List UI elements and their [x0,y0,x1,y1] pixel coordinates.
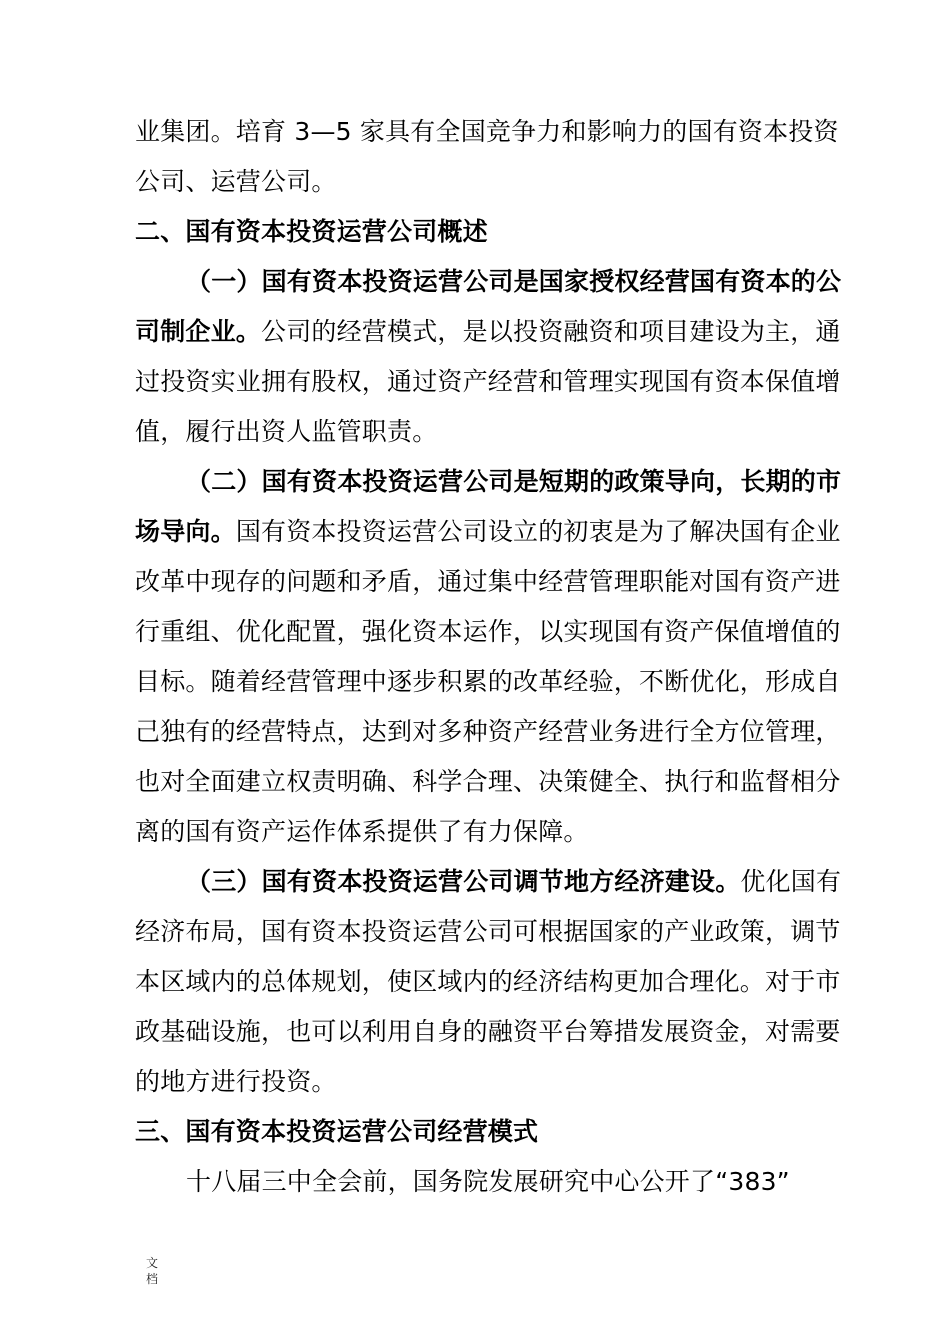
p1-line-4: 值，履行出资人监管职责。 [135,417,438,446]
p2-line-8: 离的国有资产运作体系提供了有力保障。 [135,817,589,846]
p2-lead-line-2: 场导向。 [135,517,236,546]
p2-line-2-text: 国有资本投资运营公司设立的初衷是为了解决国有企业 [235,517,841,546]
p2-line-4: 行重组、优化配置，强化资本运作，以实现国有资产保值增值的 [135,617,841,646]
p3-line-5: 的地方进行投资。 [135,1067,337,1096]
p2-lead-line-1: （二）国有资本投资运营公司是短期的政策导向，长期的市 [186,467,842,496]
section-3-line-1: 十八届三中全会前，国务院发展研究中心公开了“383” [186,1167,790,1196]
p3-line-3: 本区域内的总体规划，使区域内的经济结构更加合理化。对于市 [135,967,841,996]
section-2-heading: 二、国有资本投资运营公司概述 [135,217,488,246]
p1-line-2-text: 公司的经营模式，是以投资融资和项目建设为主，通 [261,317,841,346]
footer-char-2: 档 [146,1272,159,1286]
p2-line-5: 目标。随着经营管理中逐步积累的改革经验，不断优化，形成自 [135,667,841,696]
p1-line-2 [135,315,841,349]
footer-char-1: 文 [146,1256,159,1270]
p3-line-2: 经济布局，国有资本投资运营公司可根据国家的产业政策，调节 [135,917,841,946]
p1-lead-line-1: （一）国有资本投资运营公司是国家授权经营国有资本的公 [186,267,842,296]
p2-line-2 [135,515,841,549]
p2-line-6: 己独有的经营特点，达到对多种资产经营业务进行全方位管理， [135,717,841,746]
section-3-heading: 三、国有资本投资运营公司经营模式 [135,1117,539,1146]
p2-line-7: 也对全面建立权责明确、科学合理、决策健全、执行和监督相分 [135,767,841,796]
p3-line-1 [186,865,841,899]
intro-line-1: 业集团。培育 3—5 家具有全国竞争力和影响力的国有资本投资 [135,117,839,146]
p2-line-3: 改革中现存的问题和矛盾，通过集中经营管理职能对国有资产进 [135,567,841,596]
p1-lead-line-2: 司制企业。 [135,317,262,346]
p3-lead: （三）国有资本投资运营公司调节地方经济建设。 [186,867,741,896]
p3-line-1-text: 优化国有 [740,867,842,896]
p1-line-3: 过投资实业拥有股权，通过资产经营和管理实现国有资本保值增 [135,367,841,396]
intro-line-2: 公司、运营公司。 [135,167,337,196]
p3-line-4: 政基础设施，也可以利用自身的融资平台筹措发展资金，对需要 [135,1017,841,1046]
